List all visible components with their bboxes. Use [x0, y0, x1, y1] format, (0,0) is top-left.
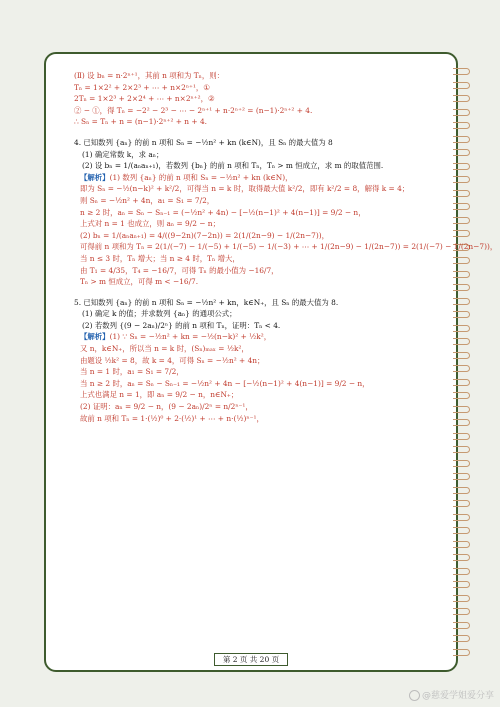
solution-line: 由 T₁ = 4/35，T₄ = −16/7，可得 Tₙ 的最小值为 −16/7， — [80, 265, 279, 275]
solution-line: 当 n ≥ 2 时，aₙ = Sₙ − Sₙ₋₁ = −½n² + 4n − [−½(n−1)² + 4(n−1)] = 9/2 − n， — [80, 378, 370, 388]
binding-ring — [453, 325, 470, 332]
binding-ring — [453, 527, 470, 534]
binding-ring — [453, 230, 470, 237]
binding-ring — [453, 460, 470, 467]
question-stem: 4. 已知数列 {aₙ} 的前 n 项和 Sₙ = −½n² + kn (k∈N)，且 Sₙ 的最大值为 8 — [74, 137, 333, 147]
binding-ring — [453, 541, 470, 548]
binding-ring — [453, 595, 470, 602]
binding-ring — [453, 554, 470, 561]
solution-line: (2) bₙ = 1/(aₙaₙ₊₁) = 4/((9−2n)(7−2n)) = 2(1/(2n−9) − 1/(2n−7))， — [80, 230, 330, 240]
binding-ring — [453, 163, 470, 170]
page-content — [74, 70, 498, 424]
binding-ring — [453, 352, 470, 359]
binding-ring — [453, 203, 470, 210]
solution-line: 上式也满足 n = 1，即 aₙ = 9/2 − n，n∈N₊； — [80, 390, 239, 400]
solution-line: 【解析】(1) ∵ Sₙ = −½n² + kn = −½(n−k)² + ½k²， — [80, 332, 272, 342]
binding-ring — [453, 419, 470, 426]
binding-ring — [453, 122, 470, 129]
solution-line: 2Tₙ = 1×2³ + 2×2⁴ + ⋯ + n×2ⁿ⁺²，② — [74, 94, 215, 104]
solution-line: ② − ①，得 Tₙ = −2² − 2³ − ⋯ − 2ⁿ⁺¹ + n·2ⁿ⁺² = (n−1)·2ⁿ⁺² + 4. — [74, 105, 313, 115]
binding-ring — [453, 82, 470, 89]
sub-question: (1) 确定 k 的值；并求数列 {aₙ} 的通项公式； — [82, 309, 237, 319]
solution-line: ∴ Sₙ = Tₙ + n = (n−1)·2ⁿ⁺² + n + 4. — [74, 117, 207, 127]
solution-line: Tₙ = 1×2² + 2×2³ + ⋯ + n×2ⁿ⁺¹，① — [74, 82, 210, 92]
page-number: 第 2 页 共 20 页 — [214, 653, 288, 666]
sub-question: (1) 确定常数 k，求 aₙ； — [82, 149, 164, 159]
binding-ring — [453, 136, 470, 143]
binding-ring — [453, 190, 470, 197]
solution-line: 即为 Sₙ = −½(n−k)² + k²/2，可得当 n = k 时，取得最大值 k²/2，即有 k²/2 = 8，解得 k = 4； — [80, 184, 410, 194]
binding-ring — [453, 109, 470, 116]
binding-ring — [453, 149, 470, 156]
binding-ring — [453, 284, 470, 291]
binding-ring — [453, 338, 470, 345]
watermark-text: @慈爱学姐爱分享 — [421, 691, 494, 701]
binding-ring — [453, 271, 470, 278]
watermark — [409, 688, 494, 701]
solution-line: n ≥ 2 时，aₙ = Sₙ − Sₙ₋₁ = (−½n² + 4n) − [−½(n−1)² + 4(n−1)] = 9/2 − n， — [80, 207, 366, 217]
solution-line: 故前 n 项和 Tₙ = 1·(½)⁰ + 2·(½)¹ + ⋯ + n·(½)ⁿ⁻¹， — [80, 413, 264, 423]
binding-ring — [453, 95, 470, 102]
binding-ring — [453, 176, 470, 183]
binding-ring — [453, 622, 470, 629]
binding-ring — [453, 298, 470, 305]
solution-line: 可得前 n 项和为 Tₙ = 2(1/(−7) − 1/(−5) + 1/(−5) − 1/(−3) + ⋯ + 1/(2n−9) − 1/(2n−7)) = 2(1/(−7) − 1/(2n−7))， — [80, 242, 498, 252]
sub-question: (2) 若数列 {(9 − 2aₙ)/2ⁿ} 的前 n 项和 Tₙ，证明：Tₙ < 4. — [82, 320, 281, 330]
solution-line: (Ⅱ) 设 bₙ = n·2ⁿ⁺¹，其前 n 项和为 Tₙ，则： — [74, 71, 225, 80]
sub-question: (2) 设 bₙ = 1/(aₙaₙ₊₁)，若数列 {bₙ} 的前 n 项和 Tₙ，Tₙ > m 恒成立，求 m 的取值范围. — [82, 161, 384, 171]
binding-ring — [453, 581, 470, 588]
solution-line: Tₙ > m 恒成立，可得 m < −16/7. — [80, 277, 199, 287]
solution-line: 当 n = 1 时，a₁ = S₁ = 7/2， — [80, 367, 184, 377]
binding-ring — [453, 446, 470, 453]
question-5 — [74, 297, 444, 425]
question-4 — [74, 137, 498, 288]
binding-ring — [453, 406, 470, 413]
solution-line: (2) 证明：aₙ = 9/2 − n，(9 − 2aₙ)/2ⁿ = n/2ⁿ⁻¹， — [80, 402, 253, 412]
binding-ring — [453, 68, 470, 75]
watermark-logo-icon — [409, 690, 420, 701]
analysis-tag: 【解析】 — [80, 172, 110, 182]
binding-ring — [453, 365, 470, 372]
binding-ring — [453, 473, 470, 480]
solution-line: 上式对 n = 1 也成立，则 aₙ = 9/2 − n； — [80, 219, 220, 229]
binding-ring — [453, 568, 470, 575]
solution-line: 当 n ≤ 3 时，Tₙ 增大；当 n ≥ 4 时，Tₙ 增大， — [80, 253, 240, 263]
solution-line: 则 Sₙ = −½n² + 4n，a₁ = S₁ = 7/2， — [80, 195, 215, 205]
binding-ring — [453, 392, 470, 399]
solution-line: 【解析】(1) 数列 {aₙ} 的前 n 项和 Sₙ = −½n² + kn (k∈N)， — [80, 172, 293, 182]
notebook-page — [44, 52, 498, 672]
binding-ring — [453, 311, 470, 318]
part-ii-solution — [74, 70, 444, 128]
solution-line: 又 n，k∈N₊，所以当 n = k 时，(Sₙ)ₘₐₓ = ½k²， — [80, 344, 249, 354]
binding-ring — [453, 514, 470, 521]
solution-line: 由题设 ½k² = 8，故 k = 4，可得 Sₙ = −½n² + 4n； — [80, 355, 265, 365]
analysis-tag: 【解析】 — [80, 332, 110, 342]
binding-ring — [453, 257, 470, 264]
binding-ring — [453, 635, 470, 642]
binding-ring — [453, 500, 470, 507]
binding-ring — [453, 433, 470, 440]
page-footer — [46, 647, 456, 666]
question-stem: 5. 已知数列 {aₙ} 的前 n 项和 Sₙ = −½n² + kn，k∈N₊，且 Sₙ 的最大值为 8. — [74, 297, 339, 307]
binding-ring — [453, 379, 470, 386]
binding-ring — [453, 487, 470, 494]
binding-ring — [453, 217, 470, 224]
binding-ring — [453, 608, 470, 615]
